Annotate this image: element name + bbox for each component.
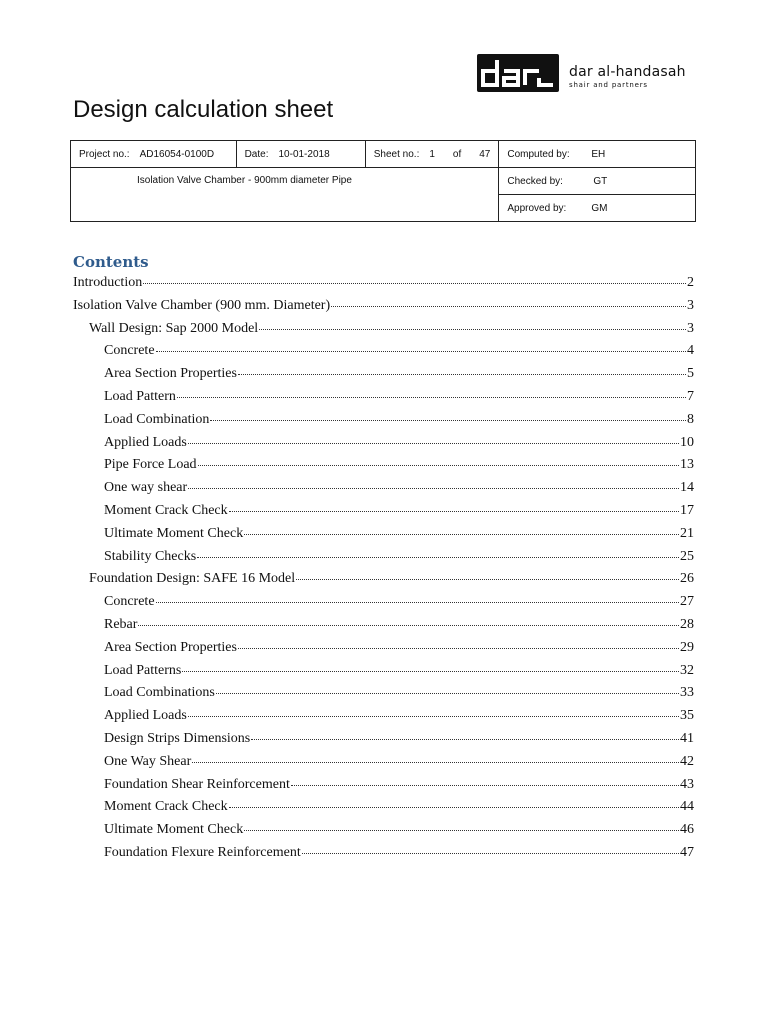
toc-entry-page: 47 xyxy=(680,844,694,860)
toc-dot-leader xyxy=(210,420,686,421)
project-value: AD16054-0100D xyxy=(139,148,215,160)
toc-dot-leader xyxy=(182,671,679,672)
sheet-total: 47 xyxy=(479,148,491,160)
project-label: Project no.: xyxy=(79,148,130,160)
toc-entry-title: Load Patterns xyxy=(104,662,182,678)
toc-entry-page: 29 xyxy=(680,639,694,655)
info-table xyxy=(70,140,696,222)
toc-entry[interactable] xyxy=(73,275,694,298)
toc-entry-title: Stability Checks xyxy=(104,548,197,564)
approved-value: GM xyxy=(591,202,608,214)
toc-entry[interactable] xyxy=(73,822,694,845)
toc-entry[interactable] xyxy=(73,799,694,822)
toc-entry[interactable] xyxy=(73,617,694,640)
sheet-cell xyxy=(365,141,499,168)
toc-entry-page: 3 xyxy=(687,297,694,313)
toc-entry-title: Moment Crack Check xyxy=(104,502,228,518)
toc-entry-page: 7 xyxy=(687,388,694,404)
toc-entry-title: Applied Loads xyxy=(104,708,187,724)
toc-dot-leader xyxy=(188,488,679,489)
approved-label: Approved by: xyxy=(507,202,567,214)
toc-entry-page: 28 xyxy=(680,616,694,632)
toc-dot-leader xyxy=(291,785,679,786)
checked-value: GT xyxy=(593,175,608,187)
toc-dot-leader xyxy=(302,853,679,854)
toc-dot-leader xyxy=(188,716,679,717)
toc-entry-page: 46 xyxy=(680,822,694,838)
toc-entry[interactable] xyxy=(73,685,694,708)
toc-entry-title: Foundation Shear Reinforcement xyxy=(104,776,290,792)
toc-entry-page: 32 xyxy=(680,662,694,678)
company-logo xyxy=(477,54,707,94)
toc-entry[interactable] xyxy=(73,366,694,389)
checked-cell xyxy=(499,168,696,195)
document-title: Design calculation sheet xyxy=(73,96,334,123)
toc-entry[interactable] xyxy=(73,549,694,572)
company-subtitle: shair and partners xyxy=(569,81,648,89)
company-name: dar al-handasah xyxy=(569,64,686,80)
toc-entry-title: Isolation Valve Chamber (900 mm. Diameter) xyxy=(73,297,331,313)
toc-entry[interactable] xyxy=(73,389,694,412)
toc-entry-title: Wall Design: Sap 2000 Model xyxy=(89,320,259,336)
toc-entry-title: Concrete xyxy=(104,594,155,610)
toc-entry-page: 25 xyxy=(680,548,694,564)
date-cell xyxy=(236,141,365,168)
toc-entry-page: 17 xyxy=(680,502,694,518)
toc-entry-title: Pipe Force Load xyxy=(104,457,197,473)
toc-entry-title: Area Section Properties xyxy=(104,366,237,382)
sheet-of-label: of xyxy=(452,148,462,160)
toc-dot-leader xyxy=(197,557,679,558)
approved-cell xyxy=(499,195,696,222)
date-value: 10-01-2018 xyxy=(278,148,330,160)
toc-entry[interactable] xyxy=(73,503,694,526)
toc-entry-title: Applied Loads xyxy=(104,434,187,450)
toc-entry-title: Ultimate Moment Check xyxy=(104,525,244,541)
toc-entry-page: 26 xyxy=(680,571,694,587)
toc-dot-leader xyxy=(331,306,686,307)
contents-heading: Contents xyxy=(73,253,149,271)
toc-entry-title: Area Section Properties xyxy=(104,639,237,655)
toc-dot-leader xyxy=(244,534,679,535)
toc-entry[interactable] xyxy=(73,321,694,344)
toc-dot-leader xyxy=(192,762,679,763)
date-label: Date: xyxy=(244,148,269,160)
toc-dot-leader xyxy=(156,602,679,603)
toc-entry[interactable] xyxy=(73,731,694,754)
toc-entry-page: 41 xyxy=(680,730,694,746)
toc-entry[interactable] xyxy=(73,594,694,617)
toc-entry-page: 14 xyxy=(680,480,694,496)
toc-entry[interactable] xyxy=(73,526,694,549)
toc-entry[interactable] xyxy=(73,343,694,366)
toc-entry-title: Rebar xyxy=(104,616,138,632)
computed-cell xyxy=(499,141,696,168)
toc-dot-leader xyxy=(238,648,679,649)
toc-dot-leader xyxy=(229,511,679,512)
toc-entry-page: 3 xyxy=(687,320,694,336)
toc-entry[interactable] xyxy=(73,435,694,458)
toc-dot-leader xyxy=(143,283,686,284)
toc-entry-title: Ultimate Moment Check xyxy=(104,822,244,838)
toc-dot-leader xyxy=(238,374,686,375)
toc-entry[interactable] xyxy=(73,457,694,480)
dar-logo-mark-icon xyxy=(477,54,559,92)
sheet-label: Sheet no.: xyxy=(373,148,420,160)
toc-entry[interactable] xyxy=(73,640,694,663)
toc-entry-page: 2 xyxy=(687,275,694,290)
toc-dot-leader xyxy=(229,807,679,808)
project-description: Isolation Valve Chamber - 900mm diameter Pipe xyxy=(137,175,352,186)
toc-dot-leader xyxy=(296,579,679,580)
toc-dot-leader xyxy=(198,465,679,466)
toc-entry[interactable] xyxy=(73,845,694,868)
description-cell xyxy=(71,168,499,222)
toc-entry-title: Introduction xyxy=(73,275,143,290)
toc-dot-leader xyxy=(259,329,686,330)
toc-dot-leader xyxy=(188,443,679,444)
table-of-contents xyxy=(73,275,694,868)
toc-entry-title: Moment Crack Check xyxy=(104,799,228,815)
toc-entry-page: 5 xyxy=(687,366,694,382)
toc-entry[interactable] xyxy=(73,480,694,503)
toc-entry-page: 27 xyxy=(680,594,694,610)
toc-dot-leader xyxy=(251,739,679,740)
toc-entry-page: 42 xyxy=(680,753,694,769)
toc-entry-title: Concrete xyxy=(104,343,155,359)
toc-entry-page: 33 xyxy=(680,685,694,701)
toc-entry[interactable] xyxy=(73,754,694,777)
toc-entry[interactable] xyxy=(73,777,694,800)
toc-entry-page: 4 xyxy=(687,343,694,359)
toc-entry-page: 35 xyxy=(680,708,694,724)
toc-entry[interactable] xyxy=(73,571,694,594)
toc-dot-leader xyxy=(138,625,679,626)
toc-entry-page: 43 xyxy=(680,776,694,792)
toc-dot-leader xyxy=(244,830,679,831)
toc-entry-page: 44 xyxy=(680,799,694,815)
toc-entry[interactable] xyxy=(73,412,694,435)
toc-entry-title: Foundation Design: SAFE 16 Model xyxy=(89,571,296,587)
toc-entry-page: 8 xyxy=(687,411,694,427)
toc-entry-page: 13 xyxy=(680,457,694,473)
computed-label: Computed by: xyxy=(507,148,570,160)
toc-entry-title: One way shear xyxy=(104,480,188,496)
toc-entry-page: 21 xyxy=(680,525,694,541)
toc-dot-leader xyxy=(156,351,686,352)
toc-entry[interactable] xyxy=(73,708,694,731)
toc-entry-title: One Way Shear xyxy=(104,753,192,769)
toc-entry-title: Foundation Flexure Reinforcement xyxy=(104,844,301,860)
toc-dot-leader xyxy=(177,397,686,398)
computed-value: EH xyxy=(591,148,606,160)
project-cell xyxy=(71,141,237,168)
toc-entry-title: Load Combination xyxy=(104,411,210,427)
toc-entry-title: Design Strips Dimensions xyxy=(104,730,251,746)
toc-entry-title: Load Combinations xyxy=(104,685,215,701)
toc-dot-leader xyxy=(216,693,679,694)
sheet-value: 1 xyxy=(429,148,435,160)
toc-entry[interactable] xyxy=(73,663,694,686)
toc-entry-page: 10 xyxy=(680,434,694,450)
toc-entry[interactable] xyxy=(73,298,694,321)
checked-label: Checked by: xyxy=(507,175,563,187)
toc-entry-title: Load Pattern xyxy=(104,388,176,404)
